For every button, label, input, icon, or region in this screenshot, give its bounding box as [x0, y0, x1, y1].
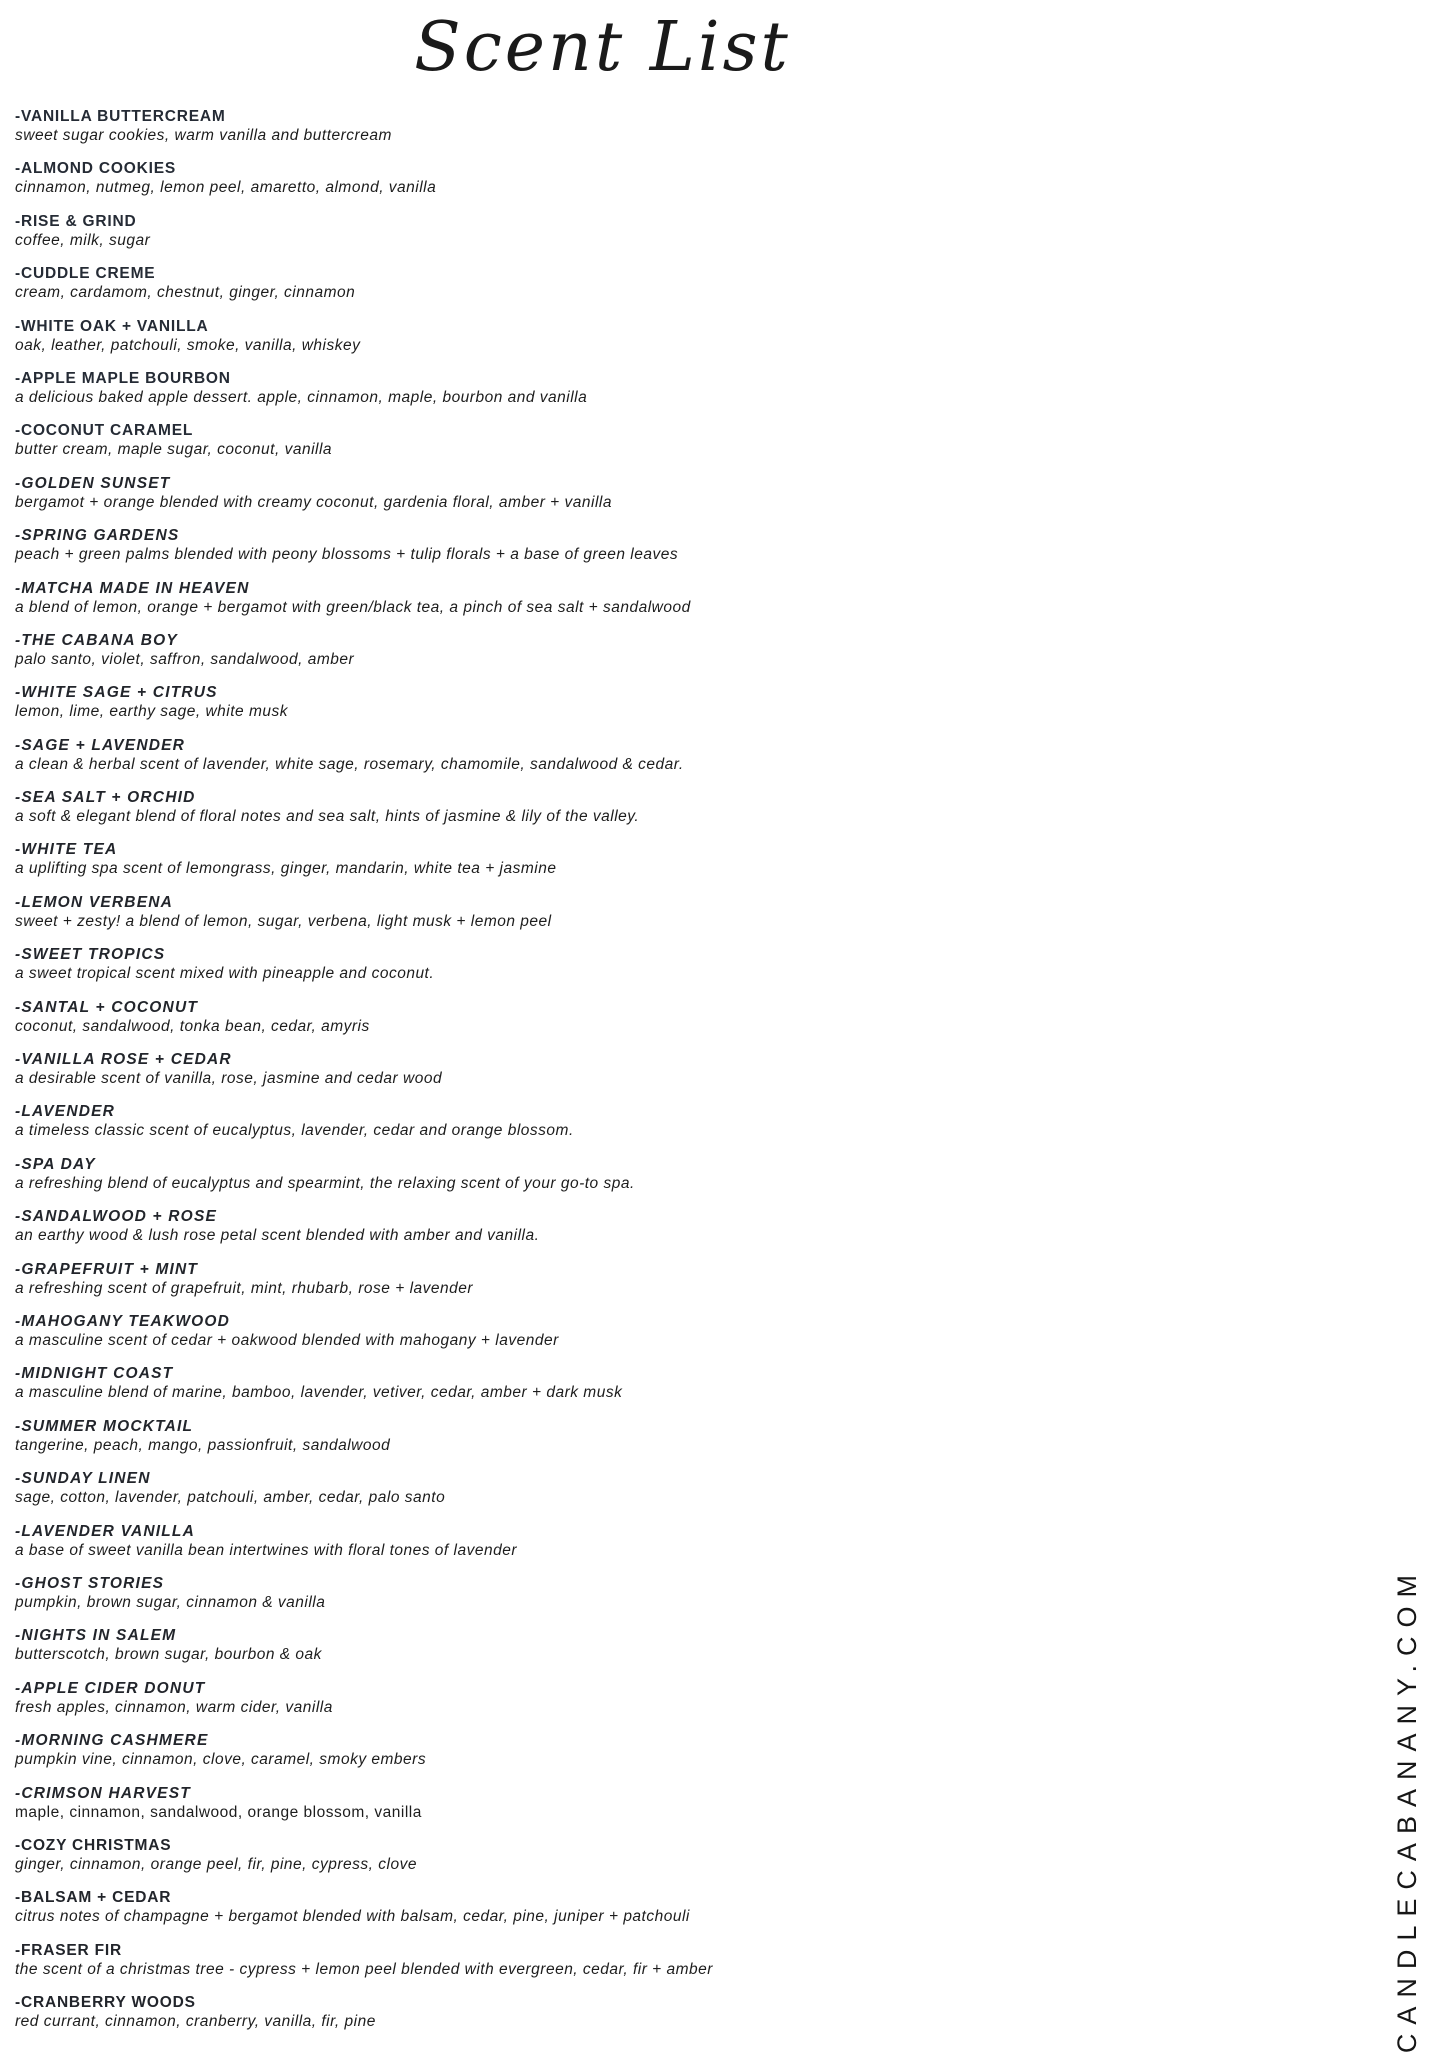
- scent-list-item: [15, 1155, 1195, 1193]
- scent-list-item: [15, 893, 1195, 931]
- scent-description: sweet sugar cookies, warm vanilla and buttercream: [15, 127, 392, 144]
- scent-list-item: [15, 1207, 1195, 1245]
- scent-description: sweet + zesty! a blend of lemon, sugar, verbena, light musk + lemon peel: [15, 912, 552, 930]
- scent-name: -CUDDLE CREME: [15, 265, 156, 283]
- scent-description: butter cream, maple sugar, coconut, vanilla: [15, 441, 333, 459]
- scent-description: ginger, cinnamon, orange peel, fir, pine, cypress, clove: [15, 1855, 417, 1873]
- scent-description: pumpkin vine, cinnamon, clove, caramel, smoky embers: [15, 1751, 427, 1769]
- scent-name: -GOLDEN SUNSET: [15, 474, 171, 492]
- scent-description: a masculine scent of cedar + oakwood blended with mahogany + lavender: [15, 1331, 559, 1349]
- scent-description: a masculine blend of marine, bamboo, lavender, vetiver, cedar, amber + dark musk: [15, 1384, 623, 1402]
- scent-name: -LEMON VERBENA: [15, 893, 174, 911]
- scent-description: citrus notes of champagne + bergamot blended with balsam, cedar, pine, juniper + patchouli: [15, 1908, 690, 1926]
- scent-list-item: [15, 317, 1195, 355]
- scent-name: -GHOST STORIES: [15, 1574, 165, 1592]
- scent-list-item: [15, 631, 1195, 669]
- scent-list-item: [15, 1836, 1195, 1874]
- scent-name: -SPRING GARDENS: [15, 527, 180, 545]
- scent-description: a soft & elegant blend of floral notes and sea salt, hints of jasmine & lily of the valley.: [15, 808, 640, 826]
- scent-list-item: [15, 1102, 1195, 1140]
- scent-description: peach + green palms blended with peony blossoms + tulip florals + a base of green leaves: [15, 546, 679, 564]
- scent-description: tangerine, peach, mango, passionfruit, sandalwood: [15, 1436, 391, 1454]
- scent-name: -LAVENDER VANILLA: [15, 1522, 195, 1540]
- scent-name: -SUMMER MOCKTAIL: [15, 1417, 194, 1435]
- scent-list-item: [15, 945, 1195, 983]
- scent-list-item: [15, 1522, 1195, 1560]
- page-title: Scent List: [414, 8, 791, 87]
- scent-list-item: [15, 1993, 1195, 2031]
- scent-name: -SAGE + LAVENDER: [15, 736, 186, 754]
- scent-description: lemon, lime, earthy sage, white musk: [15, 703, 288, 721]
- scent-name: -APPLE MAPLE BOURBON: [15, 369, 231, 387]
- scent-list-item: [15, 474, 1195, 512]
- scent-list-item: [15, 1050, 1195, 1088]
- scent-description: a sweet tropical scent mixed with pineapple and coconut.: [15, 965, 435, 983]
- scent-description: a base of sweet vanilla bean intertwines with floral tones of lavender: [15, 1541, 517, 1559]
- scent-name: -NIGHTS IN SALEM: [15, 1627, 177, 1645]
- scent-list-item: [15, 736, 1195, 774]
- scent-list-item: [15, 1469, 1195, 1507]
- scent-name: -SEA SALT + ORCHID: [15, 789, 196, 807]
- scent-description: a desirable scent of vanilla, rose, jasmine and cedar wood: [15, 1070, 443, 1088]
- scent-name: -VANILLA BUTTERCREAM: [15, 108, 226, 125]
- scent-description: butterscotch, brown sugar, bourbon & oak: [15, 1646, 322, 1664]
- scent-list-item: [15, 1679, 1195, 1717]
- scent-list-item: [15, 1626, 1195, 1664]
- scent-name: -SANDALWOOD + ROSE: [15, 1208, 218, 1226]
- scent-list-item: [15, 159, 1195, 197]
- scent-list-item: [15, 579, 1195, 617]
- scent-list-item: [15, 1888, 1195, 1926]
- scent-description: cinnamon, nutmeg, lemon peel, amaretto, almond, vanilla: [15, 179, 437, 197]
- scent-name: -LAVENDER: [15, 1103, 116, 1121]
- scent-list-item: [15, 1784, 1195, 1822]
- scent-name: -COZY CHRISTMAS: [15, 1836, 172, 1854]
- scent-description: palo santo, violet, saffron, sandalwood, amber: [15, 650, 355, 668]
- scent-list-item: [15, 683, 1195, 721]
- scent-name: -CRANBERRY WOODS: [15, 1994, 196, 2012]
- scent-list-item: [15, 1574, 1195, 1612]
- scent-name: -THE CABANA BOY: [15, 631, 178, 649]
- scent-list-item: [15, 1417, 1195, 1455]
- scent-list-item: [15, 369, 1195, 407]
- scent-name: -APPLE CIDER DONUT: [15, 1679, 206, 1697]
- scent-list-item: [15, 107, 1195, 145]
- scent-name: -RISE & GRIND: [15, 212, 137, 230]
- scent-list-item: [15, 421, 1195, 459]
- scent-description: pumpkin, brown sugar, cinnamon & vanilla: [15, 1593, 326, 1611]
- scent-description: red currant, cinnamon, cranberry, vanilla, fir, pine: [15, 2013, 376, 2031]
- scent-name: -COCONUT CARAMEL: [15, 422, 194, 440]
- scent-name: -SWEET TROPICS: [15, 946, 166, 964]
- scent-name: -CRIMSON HARVEST: [15, 1784, 191, 1802]
- scent-description: bergamot + orange blended with creamy coconut, gardenia floral, amber + vanilla: [15, 493, 612, 511]
- scent-description: oak, leather, patchouli, smoke, vanilla, whiskey: [15, 336, 361, 354]
- scent-description: a delicious baked apple dessert. apple, cinnamon, maple, bourbon and vanilla: [15, 388, 588, 406]
- scent-name: -GRAPEFRUIT + MINT: [15, 1260, 199, 1278]
- scent-list-item: [15, 788, 1195, 826]
- scent-description: maple, cinnamon, sandalwood, orange blossom, vanilla: [15, 1803, 422, 1821]
- scent-description: a timeless classic scent of eucalyptus, lavender, cedar and orange blossom.: [15, 1122, 574, 1140]
- website-url-vertical: CANDLECABANANY.COM: [1392, 1565, 1422, 2053]
- scent-description: a refreshing scent of grapefruit, mint, rhubarb, rose + lavender: [15, 1279, 474, 1297]
- scent-description: an earthy wood & lush rose petal scent blended with amber and vanilla.: [15, 1227, 540, 1245]
- scent-name: -WHITE TEA: [15, 841, 118, 859]
- scent-name: -SANTAL + COCONUT: [15, 998, 199, 1016]
- scent-description: coconut, sandalwood, tonka bean, cedar, amyris: [15, 1017, 370, 1035]
- scent-list-item: [15, 526, 1195, 564]
- scent-list-item: [15, 1941, 1195, 1979]
- scent-description: a blend of lemon, orange + bergamot with green/black tea, a pinch of sea salt + sandalwood: [15, 598, 691, 616]
- scent-name: -BALSAM + CEDAR: [15, 1889, 172, 1907]
- scent-list-item: [15, 1731, 1195, 1769]
- scent-description: coffee, milk, sugar: [15, 231, 151, 249]
- scent-description: sage, cotton, lavender, patchouli, amber, cedar, palo santo: [15, 1489, 446, 1507]
- scent-list-item: [15, 998, 1195, 1036]
- scent-name: -WHITE SAGE + CITRUS: [15, 684, 218, 702]
- scent-name: -MATCHA MADE IN HEAVEN: [15, 579, 250, 597]
- scent-name: -ALMOND COOKIES: [15, 160, 176, 178]
- scent-list-item: [15, 264, 1195, 302]
- scent-list-item: [15, 840, 1195, 878]
- scent-name: -MIDNIGHT COAST: [15, 1365, 174, 1383]
- scent-list: [15, 107, 1195, 2045]
- scent-name: -MAHOGANY TEAKWOOD: [15, 1312, 231, 1330]
- scent-name: -SPA DAY: [15, 1155, 96, 1173]
- scent-list-item: [15, 1312, 1195, 1350]
- scent-list-item: [15, 212, 1195, 250]
- scent-description: cream, cardamom, chestnut, ginger, cinnamon: [15, 284, 356, 302]
- scent-description: fresh apples, cinnamon, warm cider, vanilla: [15, 1698, 333, 1716]
- scent-list-item: [15, 1364, 1195, 1402]
- scent-name: -SUNDAY LINEN: [15, 1470, 151, 1488]
- scent-name: -WHITE OAK + VANILLA: [15, 317, 209, 335]
- scent-description: the scent of a christmas tree - cypress + lemon peel blended with evergreen, cedar, fir + amber: [15, 1960, 713, 1978]
- scent-description: a clean & herbal scent of lavender, white sage, rosemary, chamomile, sandalwood & cedar.: [15, 755, 684, 773]
- scent-name: -MORNING CASHMERE: [15, 1732, 209, 1750]
- scent-description: a uplifting spa scent of lemongrass, ginger, mandarin, white tea + jasmine: [15, 860, 557, 878]
- scent-description: a refreshing blend of eucalyptus and spearmint, the relaxing scent of your go-to spa.: [15, 1174, 635, 1192]
- scent-name: -FRASER FIR: [15, 1941, 122, 1959]
- scent-list-item: [15, 1260, 1195, 1298]
- scent-name: -VANILLA ROSE + CEDAR: [15, 1051, 232, 1069]
